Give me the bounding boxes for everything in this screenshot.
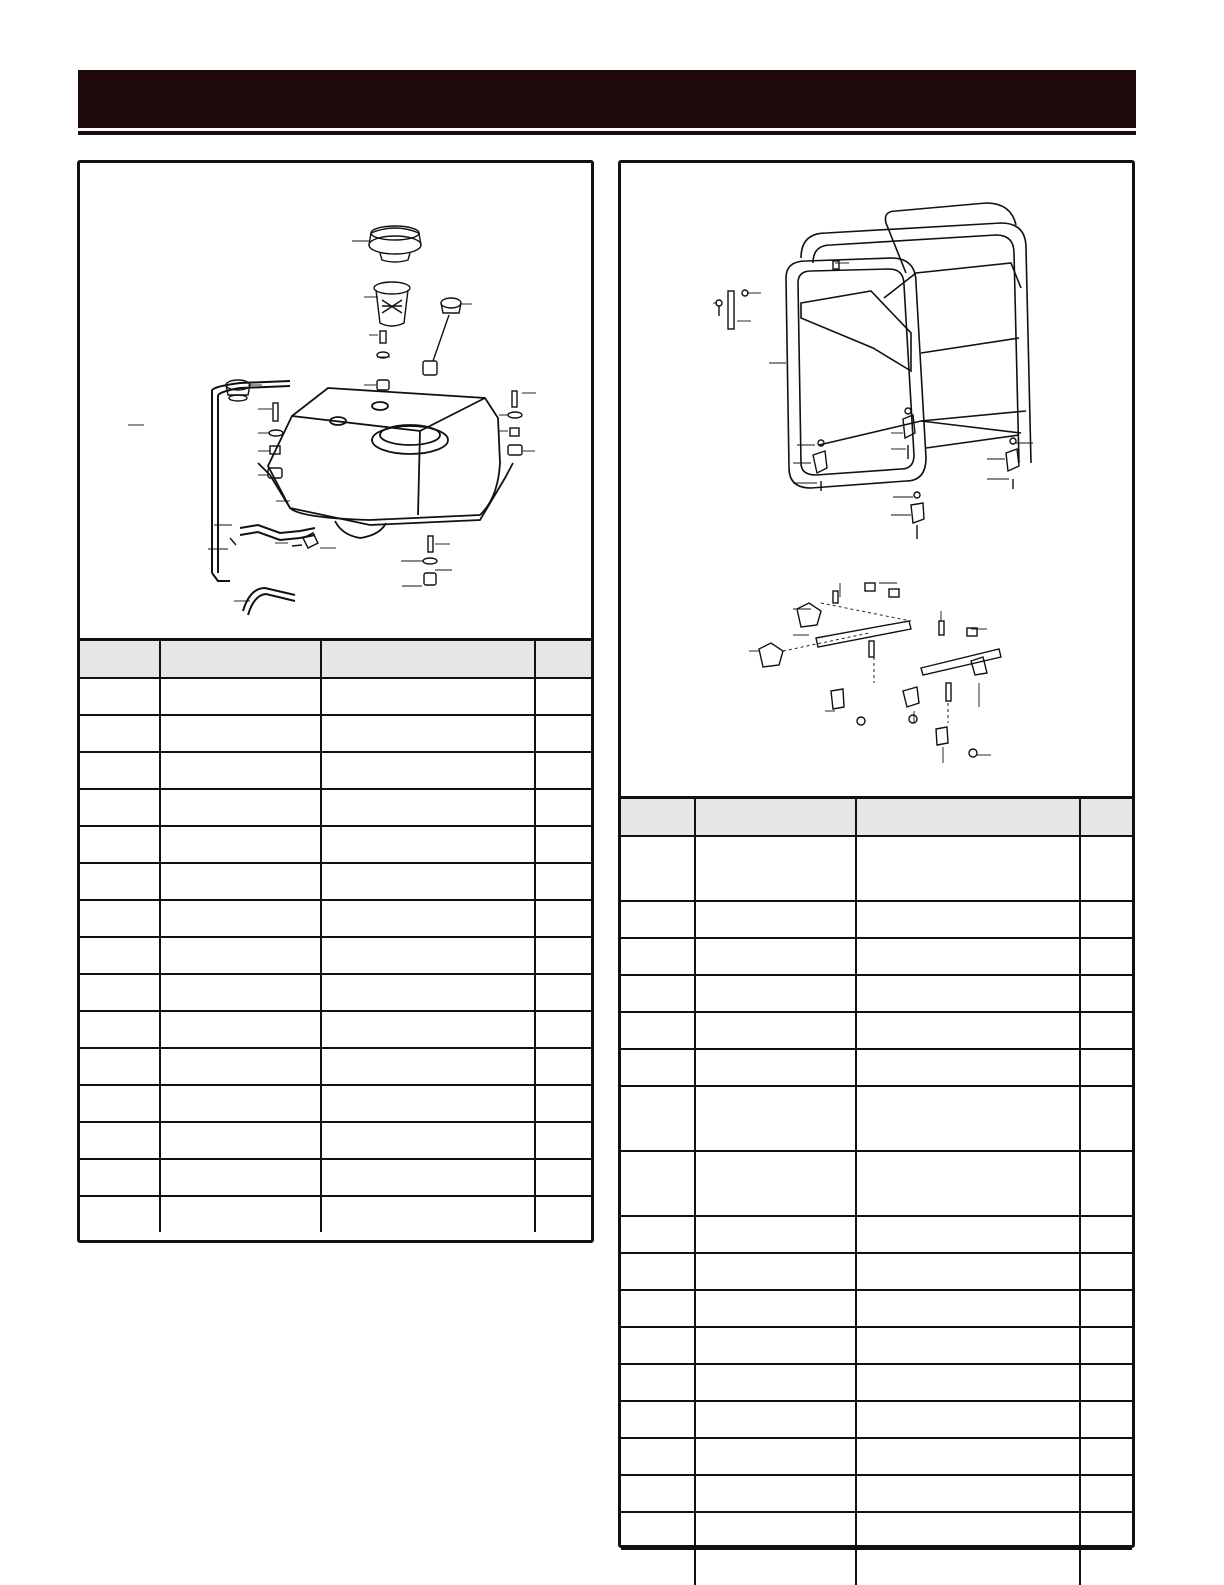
table-cell	[695, 1216, 856, 1253]
table-cell	[535, 1159, 591, 1196]
table-cell	[1080, 1327, 1132, 1364]
table-cell	[535, 1011, 591, 1048]
table-cell	[695, 1549, 856, 1585]
table-cell	[621, 1290, 695, 1327]
table-cell	[80, 752, 160, 789]
table-cell	[856, 1401, 1080, 1438]
table-cell	[535, 715, 591, 752]
table-row	[80, 900, 591, 937]
table-cell	[1080, 938, 1132, 975]
table-cell	[160, 715, 321, 752]
frame-diagram	[621, 163, 1132, 796]
table-cell	[535, 900, 591, 937]
table-cell	[621, 1216, 695, 1253]
table-cell	[621, 1549, 695, 1585]
table-cell	[80, 789, 160, 826]
table-cell	[160, 752, 321, 789]
table-cell	[856, 1364, 1080, 1401]
table-cell	[621, 1475, 695, 1512]
table-row	[621, 975, 1132, 1012]
table-cell	[535, 937, 591, 974]
header-rule	[78, 131, 1136, 135]
table-row	[621, 1049, 1132, 1086]
table-row	[80, 1048, 591, 1085]
section-header-bar	[78, 70, 1136, 128]
table-cell	[535, 1048, 591, 1085]
table-cell	[856, 1086, 1080, 1151]
table-cell	[695, 1012, 856, 1049]
table-row	[621, 1151, 1132, 1216]
table-cell	[321, 900, 535, 937]
table-header-row	[80, 640, 591, 679]
table-cell	[321, 1196, 535, 1232]
table-cell	[621, 1401, 695, 1438]
table-cell	[856, 1549, 1080, 1585]
table-row	[80, 974, 591, 1011]
table-cell	[1080, 1438, 1132, 1475]
table-cell	[1080, 1549, 1132, 1585]
frame-parts-table	[621, 796, 1132, 1585]
table-row	[621, 1512, 1132, 1549]
table-cell	[80, 678, 160, 715]
table-cell	[856, 836, 1080, 901]
table-row	[621, 1290, 1132, 1327]
table-cell	[1080, 1364, 1132, 1401]
table-cell	[856, 1049, 1080, 1086]
table-header-row	[621, 798, 1132, 837]
table-cell	[321, 715, 535, 752]
table-cell	[695, 1049, 856, 1086]
column-header	[80, 640, 160, 679]
table-cell	[80, 937, 160, 974]
fuel-tank-diagram	[80, 163, 591, 638]
table-cell	[1080, 1253, 1132, 1290]
table-cell	[160, 789, 321, 826]
table-cell	[1080, 1216, 1132, 1253]
table-cell	[856, 1253, 1080, 1290]
table-cell	[1080, 1290, 1132, 1327]
fuel-tank-parts-table	[80, 638, 591, 1232]
table-cell	[1080, 1401, 1132, 1438]
fuel-valve-icon	[292, 533, 318, 548]
table-row	[621, 1401, 1132, 1438]
table-cell	[621, 1049, 695, 1086]
table-cell	[321, 826, 535, 863]
table-cell	[695, 1086, 856, 1151]
table-cell	[856, 975, 1080, 1012]
table-cell	[80, 1085, 160, 1122]
table-cell	[621, 1253, 695, 1290]
table-cell	[80, 1196, 160, 1232]
table-row	[621, 901, 1132, 938]
table-cell	[535, 1196, 591, 1232]
table-cell	[621, 1512, 695, 1549]
table-cell	[856, 1012, 1080, 1049]
table-row	[80, 1085, 591, 1122]
table-row	[621, 1327, 1132, 1364]
table-row	[80, 826, 591, 863]
lifting-handle-icon	[716, 290, 748, 329]
table-row	[80, 863, 591, 900]
table-cell	[321, 1048, 535, 1085]
fuel-tank-icon	[258, 388, 513, 538]
table-cell	[535, 1122, 591, 1159]
table-row	[621, 1475, 1132, 1512]
table-cell	[695, 836, 856, 901]
table-cell	[80, 974, 160, 1011]
column-header	[160, 640, 321, 679]
table-cell	[1080, 975, 1132, 1012]
table-cell	[1080, 1512, 1132, 1549]
table-cell	[695, 975, 856, 1012]
table-cell	[856, 1475, 1080, 1512]
table-cell	[1080, 901, 1132, 938]
fuel-strainer-icon	[374, 282, 410, 326]
table-cell	[856, 1438, 1080, 1475]
table-cell	[1080, 836, 1132, 901]
table-cell	[1080, 1049, 1132, 1086]
table-cell	[321, 1085, 535, 1122]
table-cell	[321, 1011, 535, 1048]
table-cell	[535, 1085, 591, 1122]
table-cell	[621, 1438, 695, 1475]
table-cell	[695, 1290, 856, 1327]
table-row	[621, 836, 1132, 901]
table-cell	[535, 826, 591, 863]
table-cell	[80, 715, 160, 752]
table-cell	[160, 1048, 321, 1085]
table-row	[621, 938, 1132, 975]
table-row	[80, 715, 591, 752]
table-cell	[321, 1122, 535, 1159]
table-cell	[621, 901, 695, 938]
table-cell	[695, 1438, 856, 1475]
table-row	[621, 1216, 1132, 1253]
table-row	[621, 1438, 1132, 1475]
table-row	[80, 1159, 591, 1196]
fuel-tank-panel	[77, 160, 594, 1243]
table-cell	[695, 1327, 856, 1364]
column-header	[1080, 798, 1132, 837]
table-cell	[160, 863, 321, 900]
table-cell	[535, 678, 591, 715]
table-cell	[621, 975, 695, 1012]
table-cell	[1080, 1151, 1132, 1216]
table-cell	[535, 752, 591, 789]
table-cell	[160, 1122, 321, 1159]
table-row	[621, 1364, 1132, 1401]
table-cell	[80, 1122, 160, 1159]
table-cell	[80, 900, 160, 937]
table-row	[80, 1122, 591, 1159]
table-row	[621, 1549, 1132, 1585]
table-row	[80, 1011, 591, 1048]
table-cell	[160, 1159, 321, 1196]
fuel-gauge-icon	[423, 298, 461, 375]
table-cell	[160, 974, 321, 1011]
table-cell	[621, 938, 695, 975]
table-cell	[80, 1048, 160, 1085]
table-cell	[856, 1327, 1080, 1364]
table-cell	[80, 1159, 160, 1196]
table-cell	[160, 900, 321, 937]
table-row	[80, 937, 591, 974]
table-cell	[856, 1216, 1080, 1253]
table-cell	[856, 1290, 1080, 1327]
table-cell	[695, 901, 856, 938]
column-header	[621, 798, 695, 837]
table-row	[621, 1086, 1132, 1151]
table-cell	[695, 1151, 856, 1216]
table-cell	[856, 938, 1080, 975]
table-cell	[1080, 1086, 1132, 1151]
table-cell	[321, 752, 535, 789]
table-cell	[321, 678, 535, 715]
column-header	[695, 798, 856, 837]
table-cell	[621, 1086, 695, 1151]
table-cell	[621, 1012, 695, 1049]
table-cell	[695, 1475, 856, 1512]
table-cell	[695, 1401, 856, 1438]
table-row	[621, 1253, 1132, 1290]
table-cell	[621, 1327, 695, 1364]
column-header	[856, 798, 1080, 837]
column-header	[321, 640, 535, 679]
table-cell	[1080, 1012, 1132, 1049]
table-cell	[160, 678, 321, 715]
table-cell	[321, 789, 535, 826]
table-cell	[535, 974, 591, 1011]
table-cell	[856, 1151, 1080, 1216]
table-cell	[160, 1085, 321, 1122]
table-cell	[321, 937, 535, 974]
fuel-cap-icon	[369, 226, 421, 262]
table-row	[80, 752, 591, 789]
table-cell	[621, 1364, 695, 1401]
table-cell	[695, 1512, 856, 1549]
table-cell	[80, 863, 160, 900]
table-cell	[695, 938, 856, 975]
table-cell	[1080, 1475, 1132, 1512]
table-cell	[321, 863, 535, 900]
table-row	[80, 789, 591, 826]
frame-panel	[618, 160, 1135, 1548]
table-cell	[160, 1011, 321, 1048]
table-cell	[80, 826, 160, 863]
table-cell	[80, 1011, 160, 1048]
table-cell	[321, 974, 535, 1011]
table-row	[621, 1012, 1132, 1049]
table-cell	[621, 1151, 695, 1216]
table-cell	[695, 1364, 856, 1401]
table-cell	[535, 789, 591, 826]
table-cell	[621, 836, 695, 901]
table-row	[80, 1196, 591, 1232]
table-cell	[695, 1253, 856, 1290]
table-cell	[856, 901, 1080, 938]
table-cell	[160, 937, 321, 974]
column-header	[535, 640, 591, 679]
table-cell	[160, 826, 321, 863]
table-cell	[160, 1196, 321, 1232]
table-row	[80, 678, 591, 715]
table-cell	[321, 1159, 535, 1196]
table-cell	[856, 1512, 1080, 1549]
table-cell	[535, 863, 591, 900]
